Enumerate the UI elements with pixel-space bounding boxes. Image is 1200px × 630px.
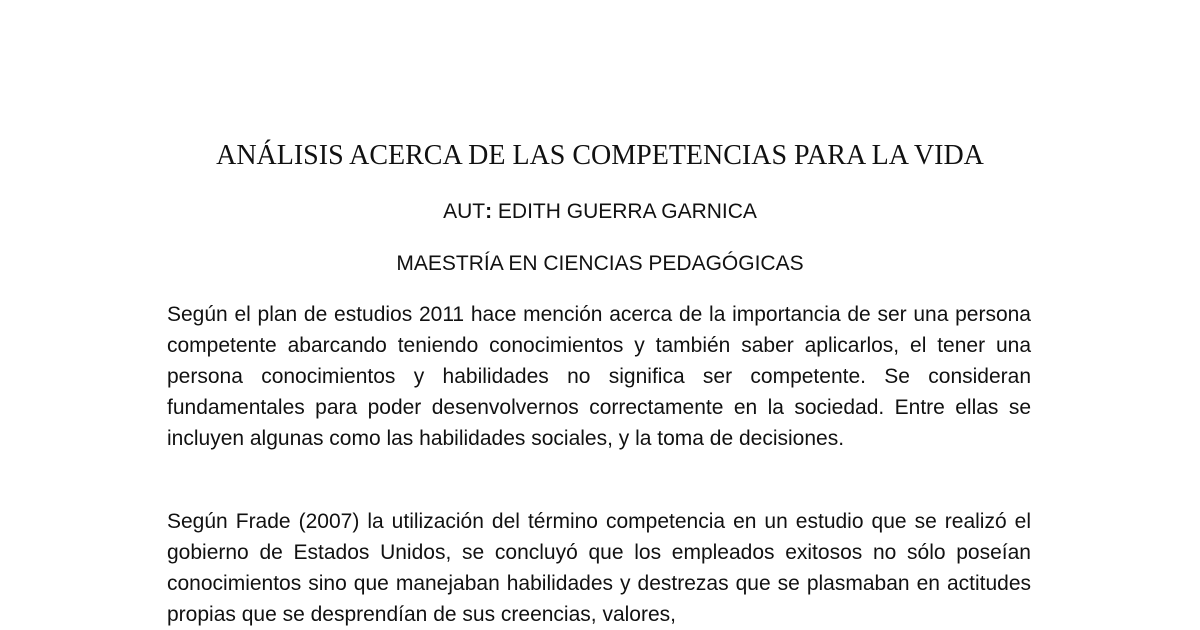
- author-prefix: AUT: [443, 200, 486, 223]
- paragraph-2: Según Frade (2007) la utilización del término competencia en un estudio que se realizó el gobierno de Estados Unidos, se concluyó que los empleados exitosos no sólo poseían conocimientos sino que manejaban habilidades y destrezas que se plasmaban en actitudes propias que se desprendían de sus creencias, valores,: [167, 510, 1031, 626]
- document-title: ANÁLISIS ACERCA DE LAS COMPETENCIAS PARA LA VIDA: [216, 140, 984, 171]
- author-line: [0, 200, 1200, 224]
- author-name: EDITH GUERRA GARNICA: [492, 200, 757, 223]
- paragraph-1: Según el plan de estudios 2011 hace mención acerca de la importancia de ser una persona competente abarcando teniendo conocimientos y también saber aplicarlos, el tener una persona conocimientos y habilidades no significa ser competente. Se consideran fundamentales para poder desenvolvernos correctamente en la sociedad. Entre ellas se incluyen algunas como las habilidades sociales, y la toma de decisiones.: [167, 303, 1031, 450]
- author-colon: :: [485, 200, 493, 223]
- program-name: MAESTRÍA EN CIENCIAS PEDAGÓGICAS: [396, 252, 804, 275]
